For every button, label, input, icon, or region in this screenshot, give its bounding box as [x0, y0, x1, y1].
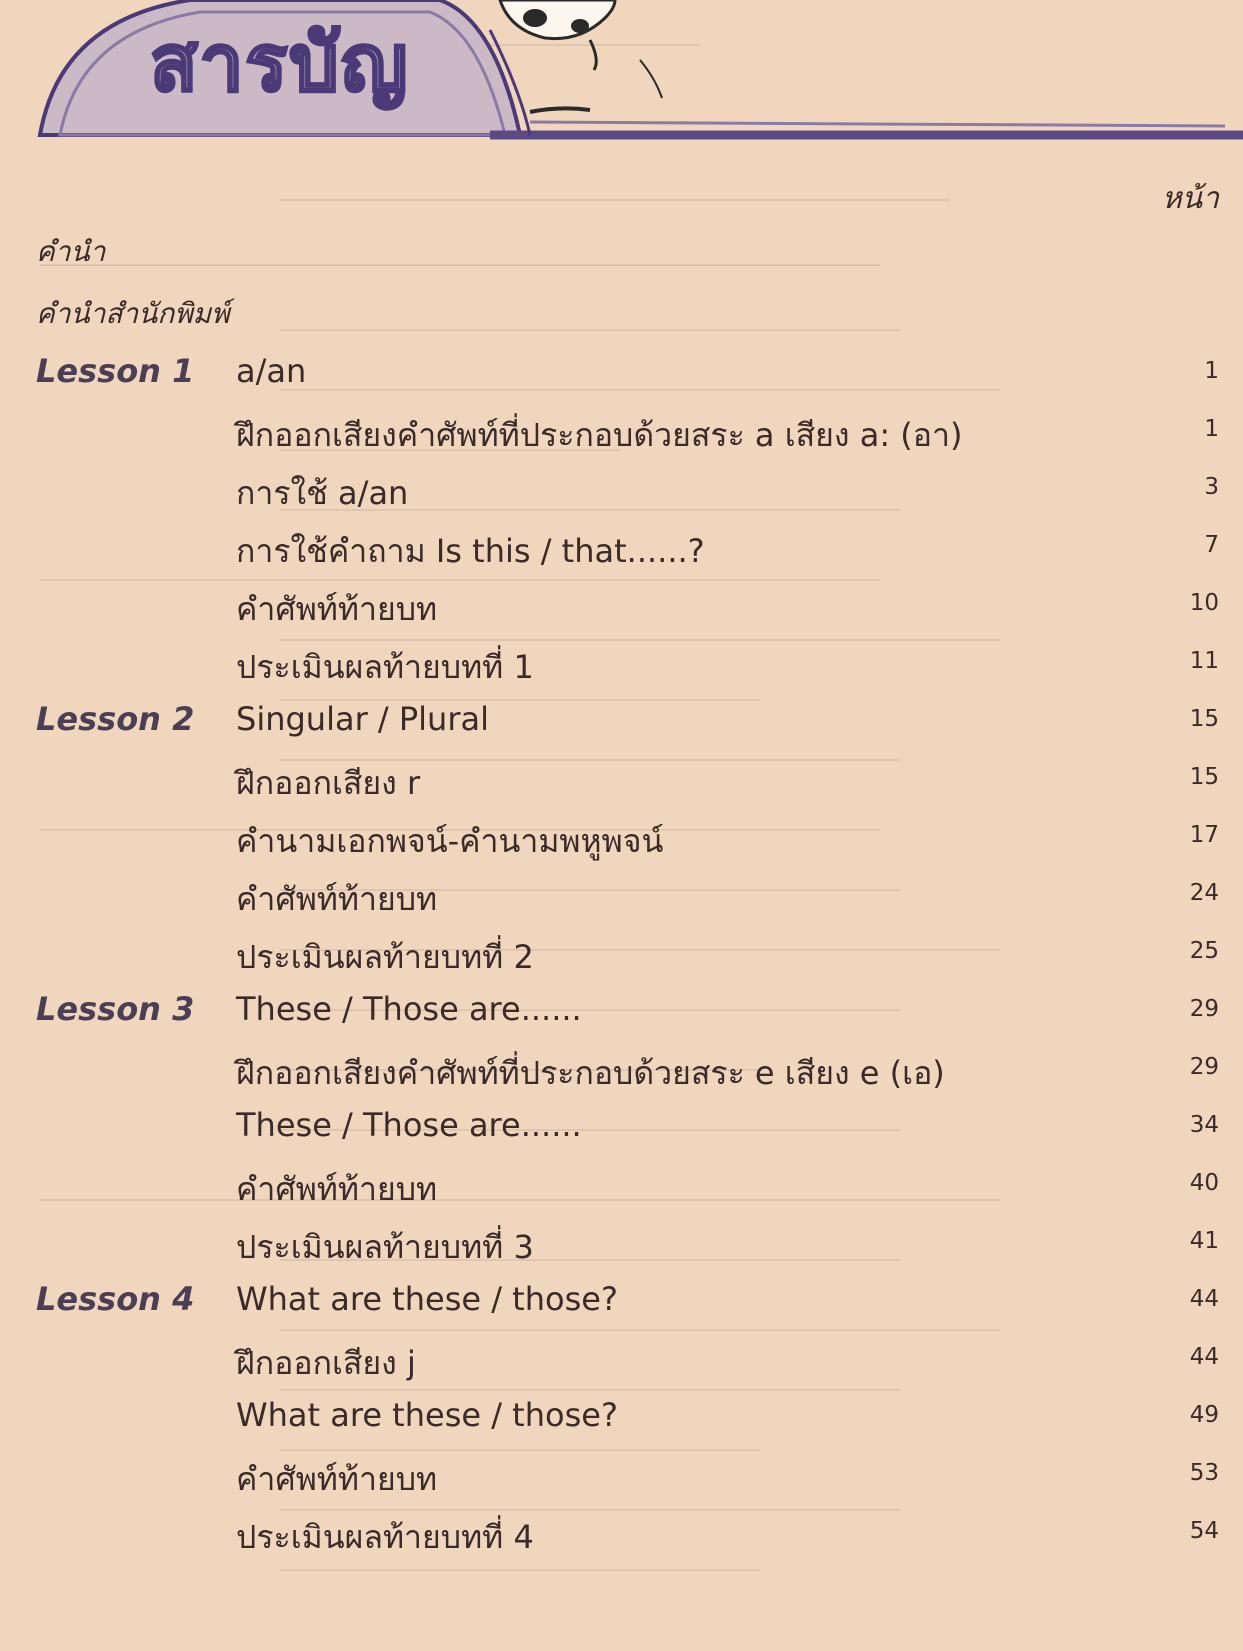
toc-entry-page: 3 [1204, 474, 1219, 500]
cartoon-cow-icon [500, 0, 662, 112]
toc-entry-page: 15 [1189, 764, 1219, 790]
toc-row [0, 932, 1243, 984]
toc-row [0, 816, 1243, 868]
toc-entry-title: คำศัพท์ท้ายบท [236, 1460, 438, 1498]
toc-entry-title: คำศัพท์ท้ายบท [236, 1170, 438, 1208]
toc-row [0, 1222, 1243, 1274]
toc-entry-title: These / Those are...... [236, 990, 582, 1028]
toc-entry-page: 25 [1189, 938, 1219, 964]
toc-row [0, 758, 1243, 810]
toc-entry-title: ประเมินผลท้ายบทที่ 3 [236, 1228, 534, 1266]
toc-entry-page: 17 [1189, 822, 1219, 848]
toc-entry-page: 1 [1204, 416, 1219, 442]
toc-entry-page: 40 [1189, 1170, 1219, 1196]
toc-entry-page: 15 [1189, 706, 1219, 732]
toc-entry-title: ฝึกออกเสียง j [236, 1344, 416, 1382]
toc-entry-title: What are these / those? [236, 1280, 618, 1318]
toc-row [0, 874, 1243, 926]
toc-entry-title: Singular / Plural [236, 700, 489, 738]
lesson-label: Lesson 4 [36, 1280, 195, 1318]
toc-entry-title: These / Those are...... [236, 1106, 582, 1144]
toc-entry-title: การใช้คำถาม Is this / that......? [236, 532, 705, 570]
toc-row [0, 584, 1243, 636]
toc-row [0, 468, 1243, 520]
toc-entry-title: ประเมินผลท้ายบทที่ 1 [236, 648, 534, 686]
toc-entry-page: 41 [1189, 1228, 1219, 1254]
toc-entry-title: คำศัพท์ท้ายบท [236, 880, 438, 918]
toc-row [0, 1106, 1243, 1158]
toc-entry-title: ฝึกออกเสียง r [236, 764, 421, 802]
toc-row [0, 1280, 1243, 1332]
toc-entry-page: 44 [1189, 1344, 1219, 1370]
toc-row [0, 1164, 1243, 1216]
toc-row [0, 1512, 1243, 1564]
front-matter-publisher-foreword: คำนำสำนักพิมพ์ [36, 297, 230, 330]
toc-entry-title: ฝึกออกเสียงคำศัพท์ที่ประกอบด้วยสระ e เสียง e (เอ) [236, 1054, 945, 1092]
toc-row [0, 642, 1243, 694]
toc-entry-title: What are these / those? [236, 1396, 618, 1434]
toc-row [0, 1396, 1243, 1448]
page-title: สารบัญ [150, 19, 410, 109]
toc-entry-title: a/an [236, 352, 307, 390]
toc-row [0, 410, 1243, 462]
toc-entry-title: ประเมินผลท้ายบทที่ 2 [236, 938, 534, 976]
toc-entry-page: 54 [1189, 1518, 1219, 1544]
header-banner [0, 0, 1243, 150]
toc-entry-title: ประเมินผลท้ายบทที่ 4 [236, 1518, 534, 1556]
toc-entry-page: 11 [1189, 648, 1219, 674]
toc-entry-title: คำนามเอกพจน์-คำนามพหูพจน์ [236, 822, 664, 860]
toc-row [0, 990, 1243, 1042]
toc-entry-title: คำศัพท์ท้ายบท [236, 590, 438, 628]
toc-entry-title: การใช้ a/an [236, 474, 409, 512]
front-matter-foreword: คำนำ [36, 235, 106, 268]
lesson-label: Lesson 2 [36, 700, 195, 738]
toc-entry-page: 49 [1189, 1402, 1219, 1428]
toc-row [0, 352, 1243, 404]
toc-row [0, 700, 1243, 752]
toc-entry-page: 10 [1189, 590, 1219, 616]
toc-entry-page: 7 [1204, 532, 1219, 558]
toc-entry-page: 29 [1189, 1054, 1219, 1080]
toc-entry-page: 1 [1204, 358, 1219, 384]
toc-row [0, 1048, 1243, 1100]
toc-entry-title: ฝึกออกเสียงคำศัพท์ที่ประกอบด้วยสระ a เสียง a: (อา) [236, 416, 963, 454]
toc-row [0, 526, 1243, 578]
toc-entry-page: 34 [1189, 1112, 1219, 1138]
toc-entry-page: 24 [1189, 880, 1219, 906]
toc-entry-page: 53 [1189, 1460, 1219, 1486]
toc-entry-page: 44 [1189, 1286, 1219, 1312]
page-column-label: หน้า [1161, 181, 1219, 216]
toc-row [0, 1454, 1243, 1506]
toc-entry-page: 29 [1189, 996, 1219, 1022]
lesson-label: Lesson 1 [36, 352, 195, 390]
lesson-label: Lesson 3 [36, 990, 195, 1028]
toc-row [0, 1338, 1243, 1390]
